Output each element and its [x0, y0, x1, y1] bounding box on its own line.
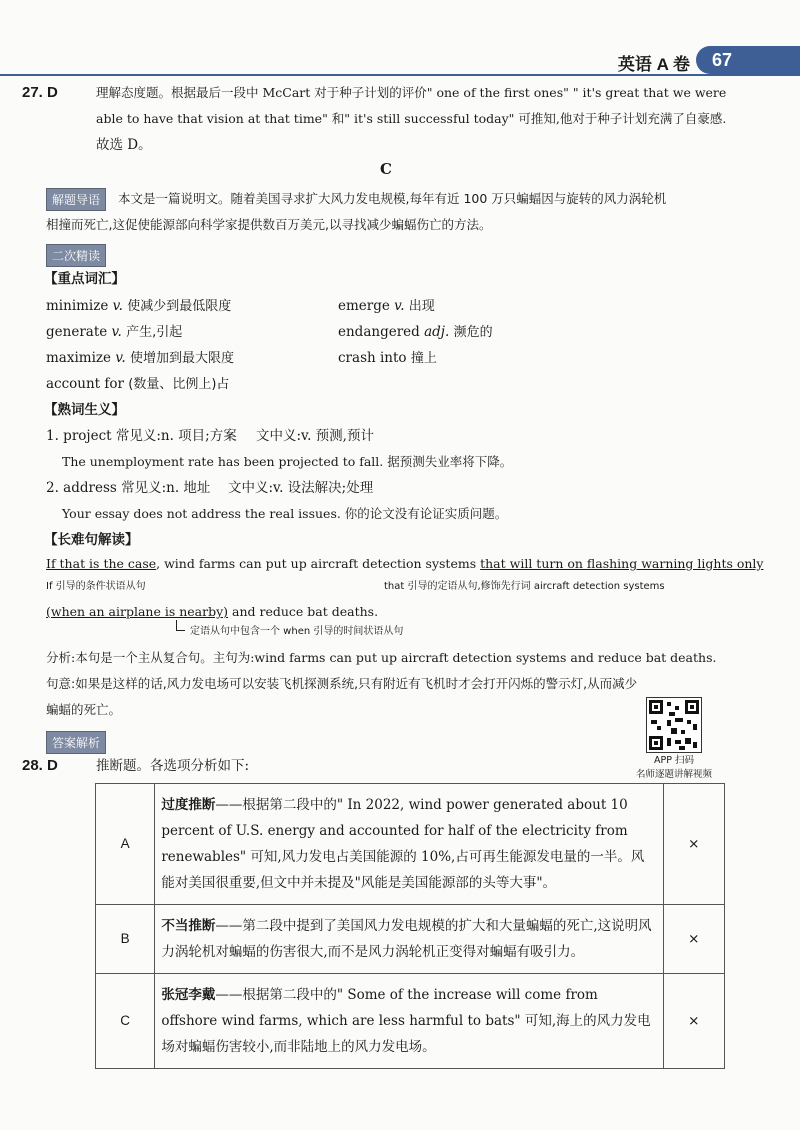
- option-analysis: 不当推断——第二段中提到了美国风力发电规模的扩大和大量蝙蝠的死亡,这说明风力涡轮机对蝙蝠的伤害很大,而不是风力涡轮机正变得对蝙蝠有吸引力。: [155, 905, 663, 974]
- option-label: A: [96, 784, 155, 905]
- q28-intro: 推断题。各选项分析如下:: [96, 758, 250, 774]
- q27-number: 27. D: [22, 84, 58, 101]
- familiar-item1-head: 1. project 常见义:n. 项目;方案: [46, 428, 237, 444]
- options-table: [95, 783, 725, 1069]
- guide-line2: 相撞而死亡,这促使能源部向科学家提供数百万美元,以寻找减少蝙蝠伤亡的方法。: [46, 217, 492, 232]
- vocab-item: endangered adj. 濒危的: [338, 324, 493, 340]
- table-row: [96, 974, 725, 1069]
- meaning-line1: 句意:如果是这样的话,风力发电场可以安装飞机探测系统,只有附近有飞机时才会打开闪烁的警示灯,从而减少: [46, 676, 638, 691]
- section-letter: C: [380, 160, 392, 178]
- note-when-clause: 定语从句中包含一个 when 引导的时间状语从句: [190, 626, 404, 637]
- qr-code-graphic: [647, 698, 701, 752]
- when-clause: (when an airplane is nearby): [46, 604, 229, 619]
- analysis-text: 分析:本句是一个主从复合句。主句为:wind farms can put up aircraft detection systems and reduce bat deaths.: [46, 650, 717, 665]
- option-label: C: [96, 974, 155, 1069]
- wrong-mark-icon: ×: [663, 905, 724, 974]
- vocab-item: minimize v. 使减少到最低限度: [46, 298, 232, 314]
- vocab-item: crash into 撞上: [338, 350, 437, 366]
- if-clause: If that is the case: [46, 556, 157, 571]
- option-analysis: 过度推断——根据第二段中的" In 2022, wind power generated about 10 percent of U.S. energy and accounted for half of the electricity from renewables" 可知,风力发电占美国能源的 10%,占可再生能源发电量的一半。风能对美国很重要,但文中并未提及"风能是美国能源部的头等大事"。: [155, 784, 663, 905]
- header-rule: [0, 74, 800, 76]
- guide-tag: 解题导语: [46, 188, 106, 211]
- qr-code[interactable]: [646, 697, 702, 753]
- familiar-item2-example: Your essay does not address the real issues. 你的论文没有论证实质问题。: [62, 506, 508, 521]
- familiar-item1-ctx: 文中义:v. 预测,预计: [256, 428, 374, 444]
- familiar-heading: 【熟词生义】: [44, 402, 125, 418]
- long-sentence-heading: 【长难句解读】: [44, 532, 139, 548]
- vocab-item: emerge v. 出现: [338, 298, 435, 314]
- vocab-item: maximize v. 使增加到最大限度: [46, 350, 234, 366]
- q27-line3: 故选 D。: [96, 137, 152, 153]
- vocab-heading: 【重点词汇】: [44, 271, 125, 287]
- q27-line2: able to have that vision at that time" 和" it's still successful today" 可推知,他对于种子计划充满了自豪感.: [96, 111, 727, 126]
- note-arrow: [176, 620, 185, 631]
- familiar-item1-example: The unemployment rate has been projected to fall. 据预测失业率将下降。: [62, 454, 513, 469]
- vocab-item: generate v. 产生,引起: [46, 324, 183, 340]
- that-clause: that will turn on flashing warning lights only: [480, 556, 764, 571]
- note-if-clause: If 引导的条件状语从句: [46, 581, 146, 592]
- main-clause: , wind farms can put up aircraft detection systems: [156, 556, 481, 571]
- vocab-item: account for (数量、比例上)占: [46, 376, 230, 392]
- table-row: [96, 905, 725, 974]
- page-number: 67: [696, 46, 800, 74]
- meaning-line2: 蝙蝠的死亡。: [46, 702, 122, 717]
- wrong-mark-icon: ×: [663, 784, 724, 905]
- long-sentence-line2: (when an airplane is nearby) and reduce bat deaths.: [46, 604, 379, 619]
- note-that-clause: that 引导的定语从句,修饰先行词 aircraft detection systems: [384, 581, 665, 592]
- q27-line1: 理解态度题。根据最后一段中 McCart 对于种子计划的评价" one of the first ones" " it's great that we were: [96, 85, 727, 100]
- header-title: 英语 A 卷: [617, 55, 690, 74]
- familiar-item2-ctx: 文中义:v. 设法解决;处理: [228, 480, 374, 496]
- option-label: B: [96, 905, 155, 974]
- guide-line1: 本文是一篇说明文。随着美国寻求扩大风力发电规模,每年有近 100 万只蝙蝠因与旋转的风力涡轮机: [118, 191, 667, 206]
- table-row: [96, 784, 725, 905]
- familiar-item2-head: 2. address 常见义:n. 地址: [46, 480, 211, 496]
- wrong-mark-icon: ×: [663, 974, 724, 1069]
- qr-label: APP 扫码 名师逐题讲解视频: [635, 755, 712, 780]
- long-sentence-line1: [46, 551, 764, 577]
- option-analysis: 张冠李戴——根据第二段中的" Some of the increase will come from offshore wind farms, which are less harmful to bats" 可知,海上的风力发电场对蝙蝠伤害较小,而非陆地上的风力发电场。: [155, 974, 663, 1069]
- q28-number: 28. D: [22, 757, 58, 774]
- answer-tag: 答案解析: [46, 731, 106, 754]
- reread-tag: 二次精读: [46, 244, 106, 267]
